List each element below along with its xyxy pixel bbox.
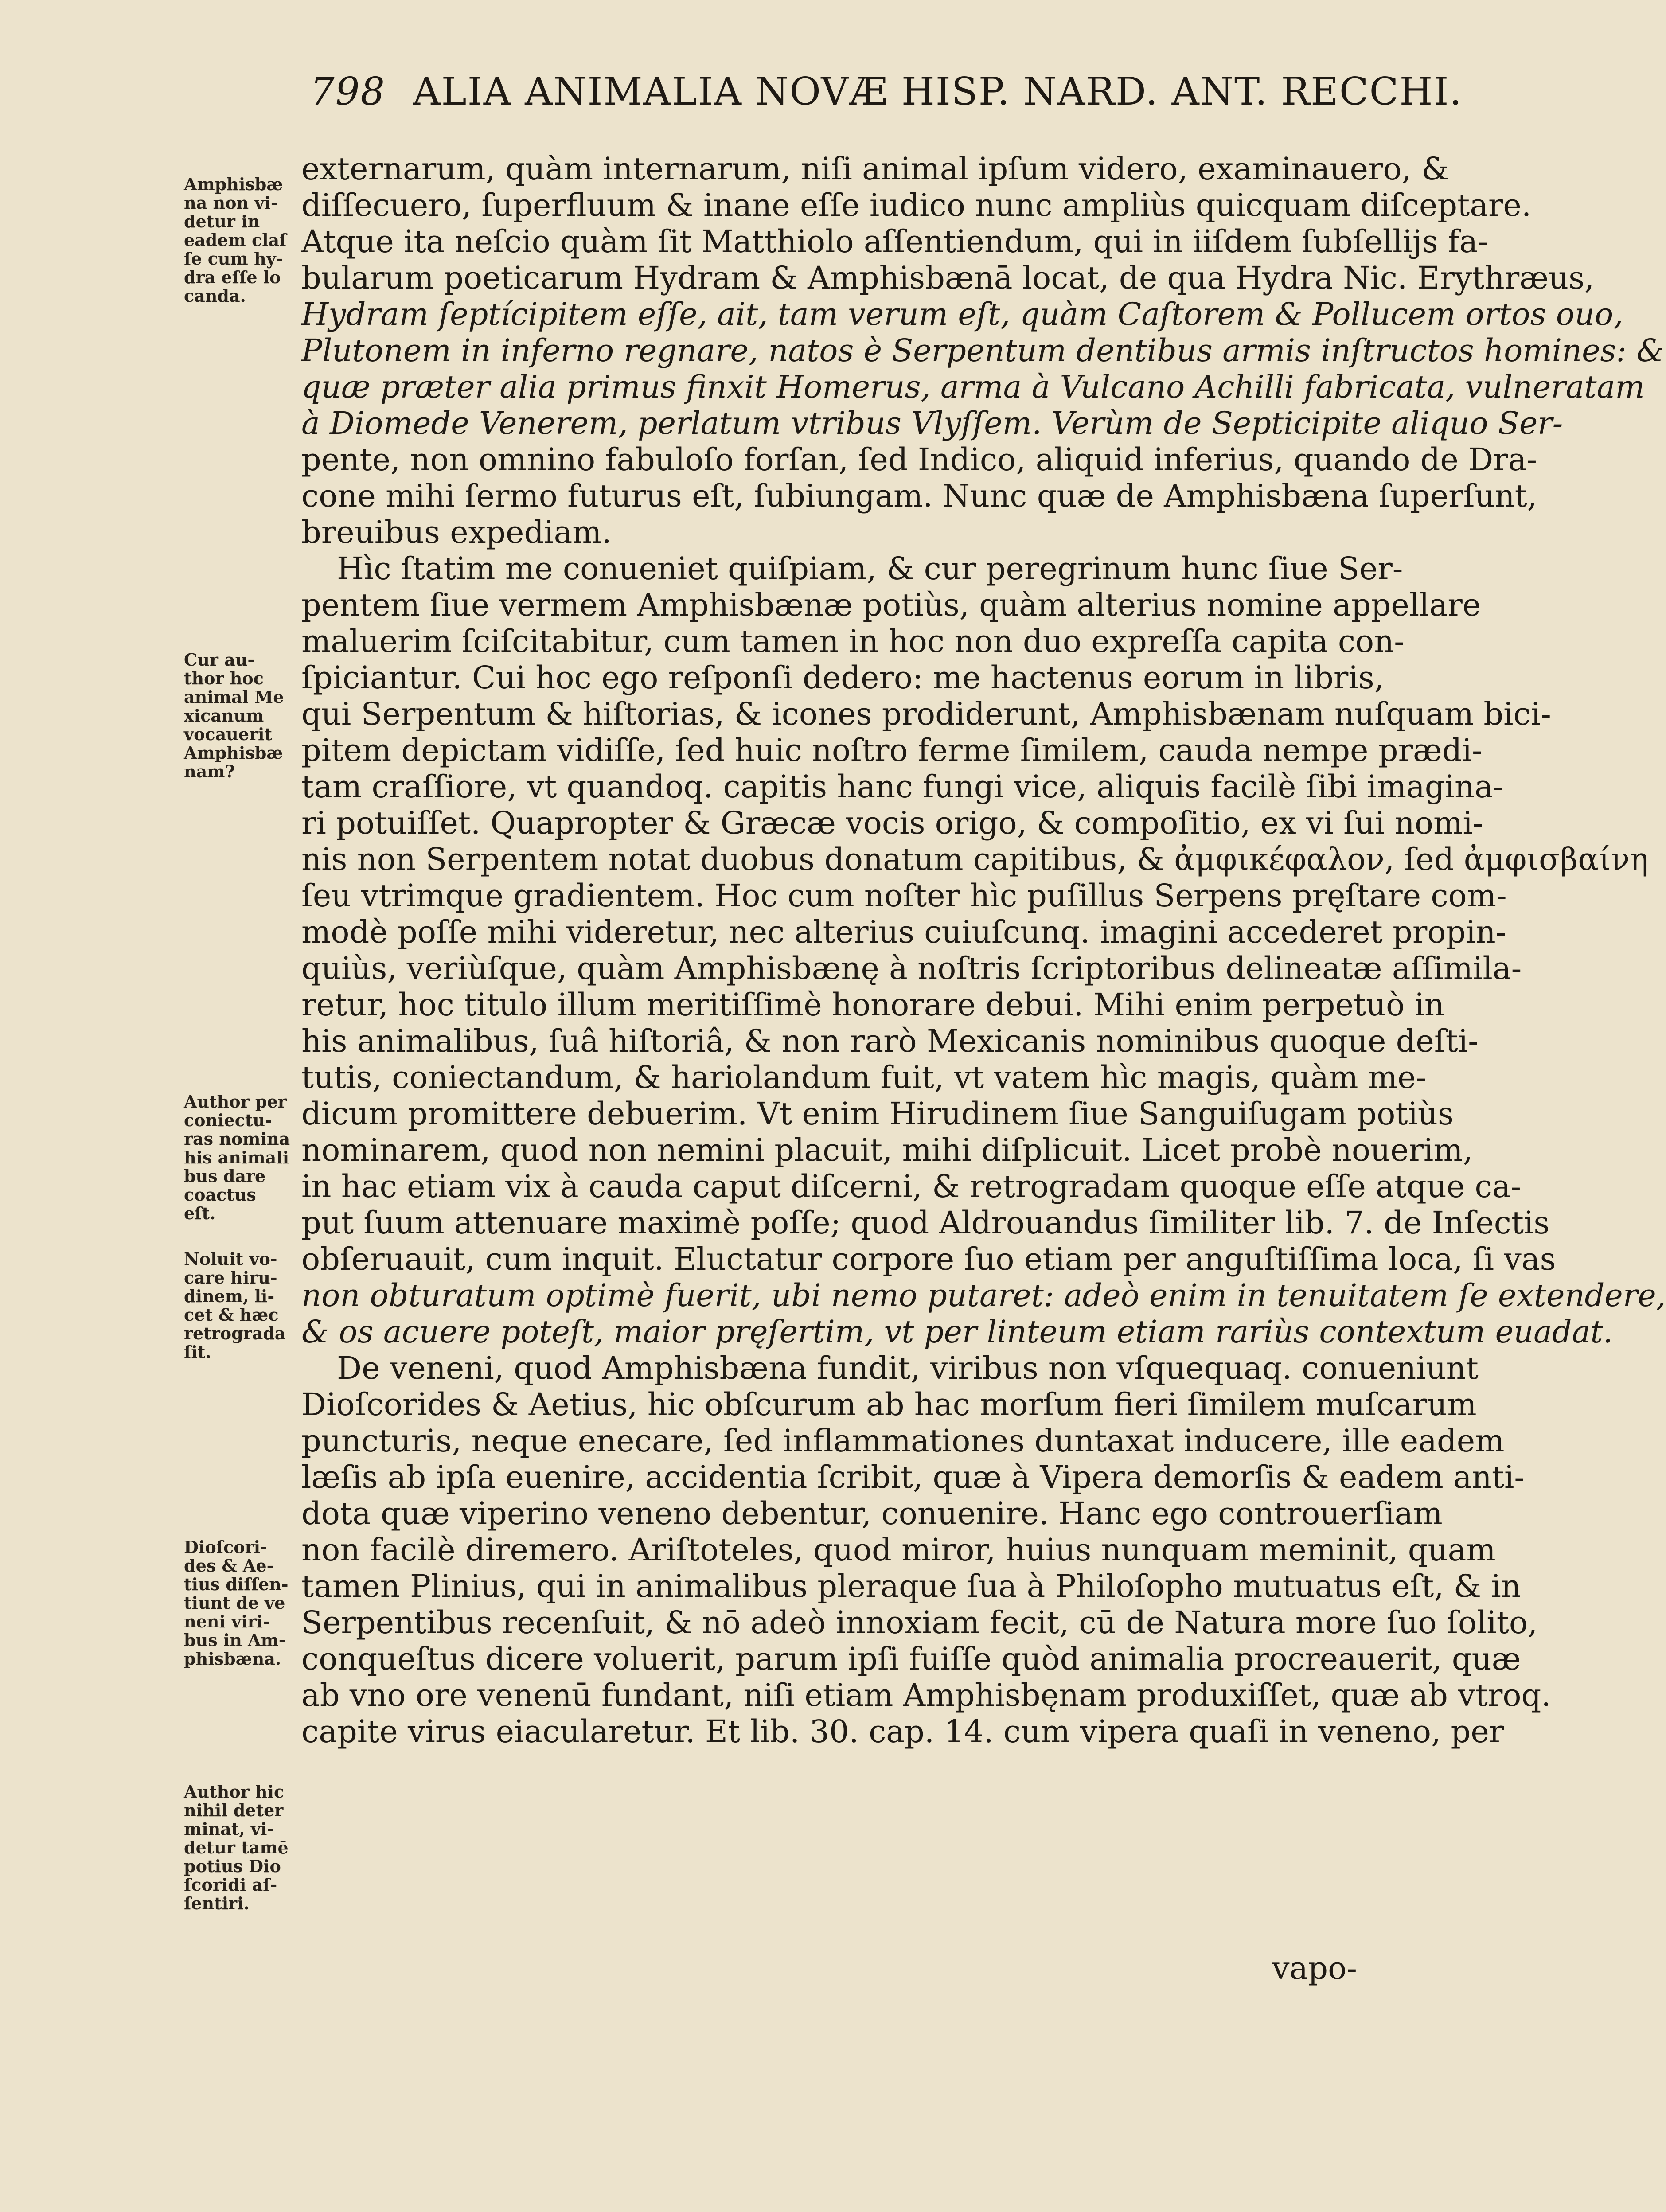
text-line: ab vno ore venenū fundant, niſi etiam Amphisbęnam produxiſſet, quæ ab vtroq. (301, 1677, 1551, 1713)
marginal-note-line: xicanum (184, 706, 264, 726)
text-line: Dioſcorides & Aetius, hic obſcurum ab hac morſum fieri ſimilem muſcarum (301, 1386, 1477, 1423)
text-line: De veneni, quod Amphisbæna fundit, viribus non vſquequaq. conueniunt (337, 1350, 1479, 1386)
text-line: pitem depictam vidiſſe, ſed huic noſtro ferme ſimilem, cauda nempe prædi- (301, 732, 1483, 769)
text-line: dota quæ viperino veneno debentur, conuenire. Hanc ego controuerſiam (301, 1495, 1443, 1532)
text-line: pente, non omnino fabuloſo forſan, ſed Indico, aliquid inferius, quando de Dra- (301, 441, 1537, 478)
marginal-note-line: ſe cum hy- (184, 249, 283, 269)
marginal-note (184, 1250, 295, 1362)
text-line: Serpentibus recenſuit, & nō adeò innoxiam fecit, cū de Natura more ſuo ſolito, (301, 1604, 1538, 1641)
text-line: ſpiciantur. Cui hoc ego reſponſi dedero: me hactenus eorum in libris, (301, 659, 1384, 696)
text-line: nis non Serpentem notat duobus donatum capitibus, & ἀμφικέφαλον, ſed ἀμφισβαίνη (301, 841, 1649, 878)
text-line: maluerim ſciſcitabitur, cum tamen in hoc non duo expreſſa capita con- (301, 623, 1405, 659)
marginal-note-line: tius diſſen- (184, 1574, 289, 1594)
text-line: in hac etiam vix à cauda caput diſcerni, & retrogradam quoque eſſe atque ca- (301, 1168, 1522, 1205)
marginal-note-line: nihil deter (184, 1800, 284, 1820)
marginal-note-line: phisbæna. (184, 1649, 281, 1669)
text-line: cone mihi ſermo futurus eſt, ſubiungam. Nunc quæ de Amphisbæna ſuperſunt, (301, 478, 1537, 514)
text-line: tutis, coniectandum, & hariolandum fuit, vt vatem hìc magis, quàm me- (301, 1059, 1427, 1096)
text-line: obſeruauit, cum inquit. Eluctatur corpore ſuo etiam per anguſtiſſima loca, ſi vas (301, 1241, 1556, 1277)
marginal-note-line: tiunt de ve (184, 1593, 285, 1613)
text-line: qui Serpentum & hiſtorias, & icones prodiderunt, Amphisbænam nuſquam bici- (301, 696, 1551, 732)
body-text (301, 151, 1666, 1750)
marginal-note-line: dinem, li- (184, 1286, 275, 1306)
text-line: & os acuere poteſt, maior pręſertim, vt per linteum etiam rariùs contextum euadat. (301, 1314, 1613, 1350)
running-header (310, 67, 1463, 116)
marginal-note-line: dra eſſe lo (184, 267, 281, 287)
text-line: Plutonem in inferno regnare, natos è Serpentum dentibus armis inſtructos homines: & (301, 332, 1664, 369)
marginal-note-line: Cur au- (184, 650, 255, 670)
marginal-note-line: eſt. (184, 1203, 216, 1223)
marginal-note-line: vocauerit (184, 724, 272, 744)
running-title: ALIA ANIMALIA NOVÆ HISP. NARD. ANT. RECCHI. (413, 70, 1463, 114)
text-line: put ſuum attenuare maximè poſſe; quod Aldrouandus ſimiliter lib. 7. de Inſectis (301, 1205, 1550, 1241)
marginal-note-line: des & Ae- (184, 1556, 274, 1576)
text-line: breuibus expediam. (301, 514, 612, 550)
text-line: externarum, quàm internarum, niſi animal ipſum videro, examinauero, & (301, 151, 1449, 187)
text-line: Hìc ſtatim me conueniet quiſpiam, & cur peregrinum hunc ſiue Ser- (337, 550, 1403, 587)
text-line: ſeu vtrimque gradientem. Hoc cum noſter hìc puſillus Serpens pręſtare com- (301, 878, 1507, 914)
marginal-note-line: ras nomina (184, 1129, 290, 1149)
text-line: diſſecuero, ſuperfluum & inane eſſe iudico nunc ampliùs quicquam diſceptare. (301, 187, 1532, 223)
marginal-note-line: bus dare (184, 1166, 266, 1186)
marginal-note (184, 1783, 295, 1913)
marginal-note-line: ſcoridi aſ- (184, 1875, 277, 1895)
text-line: his animalibus, ſuâ hiſtoriâ, & non rarò Mexicanis nominibus quoque deſti- (301, 1023, 1479, 1059)
marginal-note-line: na non vi- (184, 193, 278, 213)
text-line: puncturis, neque enecare, ſed inflammationes duntaxat inducere, ille eadem (301, 1423, 1505, 1459)
marginal-note-line: nam? (184, 761, 235, 781)
text-line: ri potuiſſet. Quapropter & Græcæ vocis origo, & compoſitio, ex vi ſui nomi- (301, 805, 1483, 841)
marginal-note-line: thor hoc (184, 668, 264, 688)
marginal-note-line: bus in Am- (184, 1630, 286, 1650)
text-line: non facilè diremero. Ariſtoteles, quod miror, huius nunquam meminit, quam (301, 1532, 1496, 1568)
text-line: læſis ab ipſa euenire, accidentia ſcribit, quæ à Vipera demorſis & eadem anti- (301, 1459, 1525, 1495)
text-line: tam craſſiore, vt quandoq. capitis hanc fungi vice, aliquis facilè ſibi imagina- (301, 769, 1504, 805)
marginal-note-line: detur tamē (184, 1837, 289, 1857)
marginal-note-line: eadem claſ (184, 230, 287, 250)
text-line: modè poſſe mihi videretur, nec alterius cuiuſcunq. imagini accederet propin- (301, 914, 1506, 950)
text-line: nominarem, quod non nemini placuit, mihi diſplicuit. Licet probè nouerim, (301, 1132, 1473, 1168)
text-line: capite virus eiacularetur. Et lib. 30. cap. 14. cum vipera quaſi in veneno, per (301, 1713, 1504, 1750)
text-line: quiùs, veriùſque, quàm Amphisbænę à noſtris ſcriptoribus delineatæ aſſimila- (301, 950, 1522, 987)
marginal-note-line: ſentiri. (184, 1893, 250, 1913)
marginal-note-line: care hiru- (184, 1268, 277, 1287)
marginal-note (184, 1092, 295, 1223)
text-line: à Diomede Venerem, perlatum vtribus Vlyſſem. Verùm de Septicipite aliquo Ser- (301, 405, 1563, 441)
text-line: bularum poeticarum Hydram & Amphisbænā locat, de qua Hydra Nic. Erythræus, (301, 260, 1595, 296)
marginal-note-line: canda. (184, 286, 246, 306)
marginal-note (184, 175, 295, 305)
marginal-note-line: retrograda (184, 1323, 286, 1343)
marginal-note-line: coniectu- (184, 1110, 272, 1130)
text-line: pentem ſiue vermem Amphisbænæ potiùs, quàm alterius nomine appellare (301, 587, 1481, 623)
marginal-note-line: detur in (184, 211, 260, 231)
marginal-note-line: Author per (184, 1092, 287, 1112)
marginal-note (184, 651, 295, 781)
marginal-note-line: minat, vi- (184, 1819, 274, 1839)
marginal-note-line: Dioſcori- (184, 1537, 267, 1557)
marginal-note-line: Amphisbæ (184, 174, 283, 194)
text-line: Atque ita neſcio quàm ſit Matthiolo aſſentiendum, qui in iiſdem ſubſellijs fa- (301, 223, 1489, 260)
text-line: dicum promittere debuerim. Vt enim Hirudinem ſiue Sanguiſugam potiùs (301, 1096, 1454, 1132)
marginal-note-line: cet & hæc (184, 1305, 279, 1325)
catchword: vapo- (1272, 1950, 1357, 1986)
text-line: retur, hoc titulo illum meritiſſimè honorare debui. Mihi enim perpetuò in (301, 987, 1444, 1023)
marginal-note-line: potius Dio (184, 1856, 281, 1876)
text-line: quæ præter alia primus finxit Homerus, arma à Vulcano Achilli fabricata, vulneratam (301, 369, 1645, 405)
marginal-note-line: ſit. (184, 1342, 211, 1362)
text-line: non obturatum optimè fuerit, ubi nemo putaret: adeò enim in tenuitatem ſe extendere, (301, 1277, 1666, 1314)
marginal-note-line: animal Me (184, 687, 284, 707)
marginal-note-line: Noluit vo- (184, 1249, 277, 1269)
text-line: Hydram ſeptícipitem eſſe, ait, tam verum eſt, quàm Caſtorem & Pollucem ortos ouo, (301, 296, 1623, 332)
text-line: tamen Plinius, qui in animalibus pleraque ſua à Philoſopho mutuatus eſt, & in (301, 1568, 1521, 1604)
marginal-note-line: coactus (184, 1185, 256, 1205)
marginal-note (184, 1538, 295, 1668)
marginal-note-line: Amphisbæ (184, 743, 283, 763)
page-number: 798 (310, 70, 386, 114)
marginal-note-line: neni viri- (184, 1611, 270, 1631)
marginal-note-line: his animali (184, 1147, 289, 1167)
marginal-note-line: Author hic (184, 1782, 285, 1802)
text-line: conqueſtus dicere voluerit, parum ipſi fuiſſe quòd animalia procreauerit, quæ (301, 1641, 1521, 1677)
